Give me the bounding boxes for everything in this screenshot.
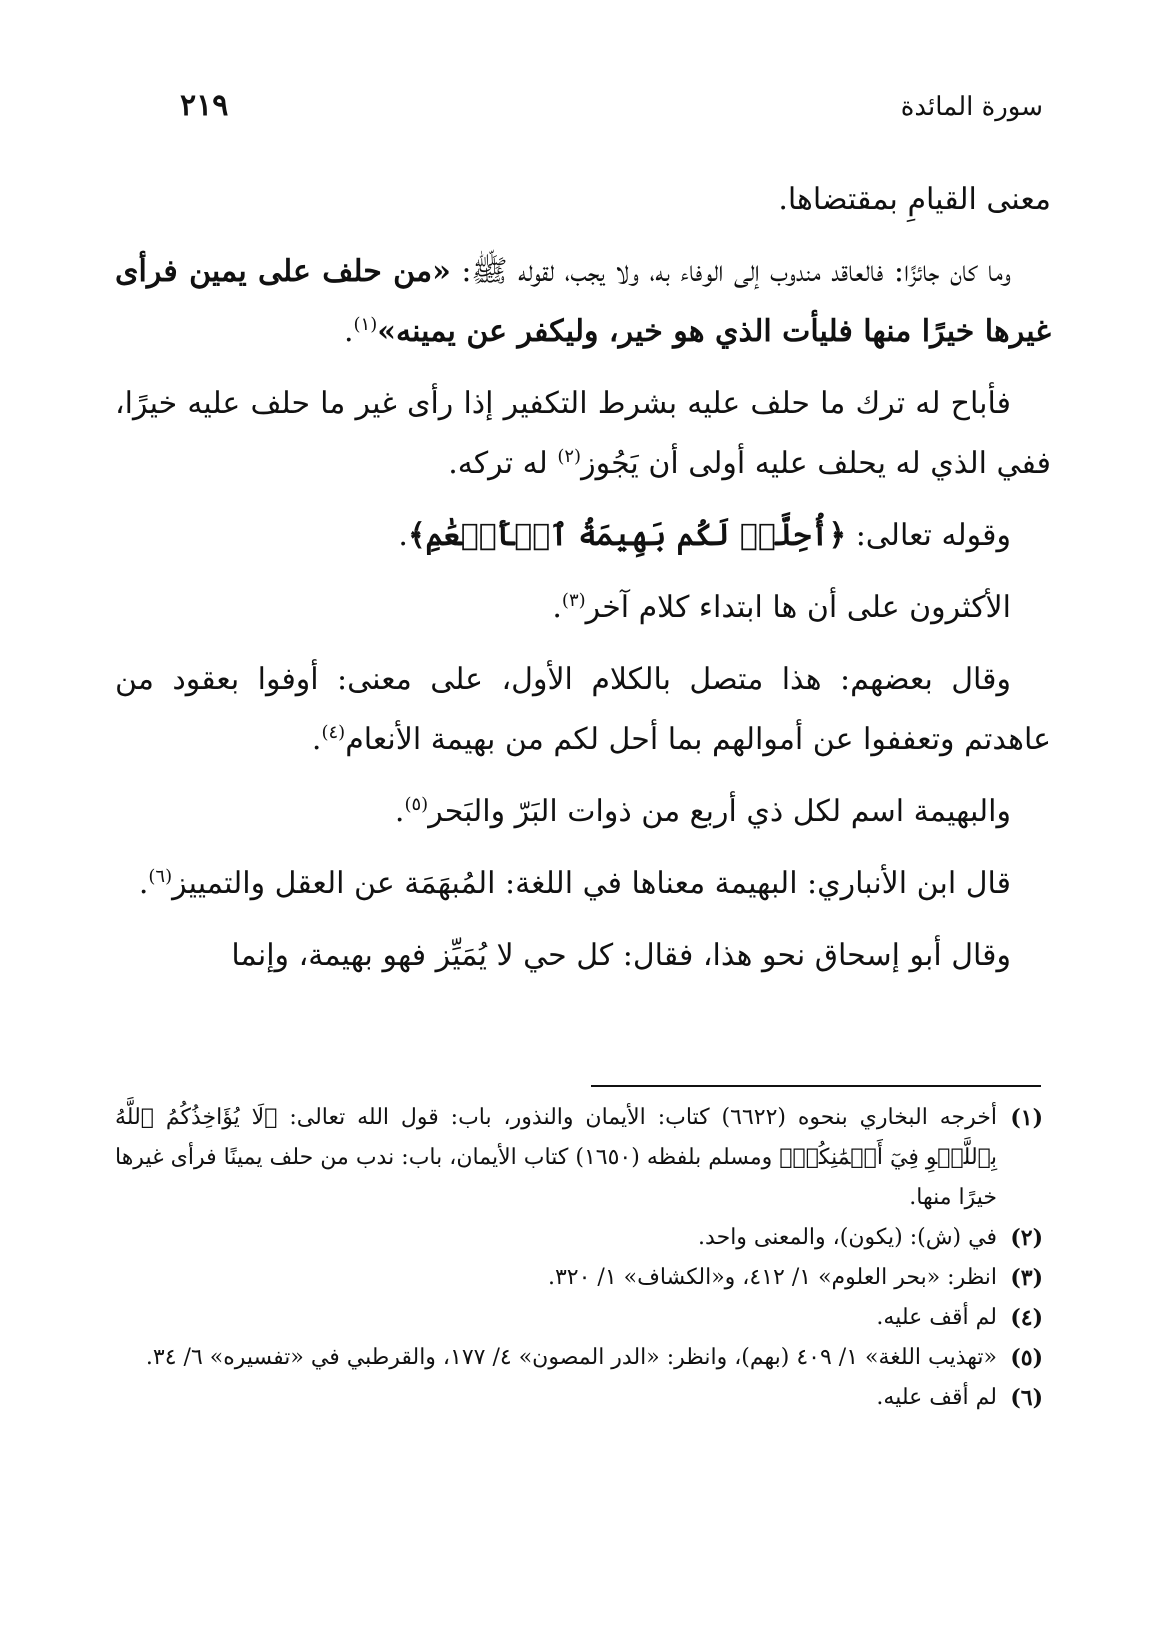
footnote <box>115 1218 1043 1258</box>
paragraph: والبهيمة اسم لكل ذي أربع من ذوات البَرّ والبَحر$^{(٥)}$. <box>394 794 1011 829</box>
footnote-number: (١) <box>1010 1105 1043 1131</box>
footnote-text: «تهذيب اللغة» ١/ ٤٠٩ (بهم)، وانظر: «الدر المصون» ٤/ ١٧٧، والقرطبي في «تفسيره» ٦/ ٣٤. <box>145 1345 997 1370</box>
footnote-ref: (٦) <box>148 866 173 887</box>
footnote-text: لم أقف عليه. <box>876 1385 997 1410</box>
footnote-number: (٥) <box>1010 1345 1043 1371</box>
hadith-quote: «من حلف على يمين فرأى غيرها خيرًا منها فليأت الذي هو خير، وليكفر عن يمينه» <box>115 254 1051 349</box>
paragraph: فأباح له ترك ما حلف عليه بشرط التكفير إذا رأى غير ما حلف عليه خيرًا، ففي الذي له يحلف عليه أولى أن يَجُوز$^{(٢)}$ له تركه. <box>115 386 1051 481</box>
page-number: ٢١٩ <box>180 88 229 123</box>
footnote-text: لم أقف عليه. <box>876 1305 997 1330</box>
footnote-number: (٦) <box>1010 1385 1043 1411</box>
footnote-ref: (١) <box>353 314 378 335</box>
footnote-text: في (ش): (يكون)، والمعنى واحد. <box>698 1225 997 1250</box>
paragraph: وما كان جائزًا: فالعاقد مندوب إلى الوفاء به، ولا يجب، لقوله ﷺ: «من حلف على يمين فرأى غيرها خيرًا منها فليأت الذي هو خير، وليكفر عن يمينه»$^{(١)}$. <box>115 254 1051 349</box>
footnote-ref: (٥) <box>404 794 429 815</box>
paragraph: وقوله تعالى: ﴿أُحِلَّتۡ لَكُم بَهِيمَةُ ٱلۡأَنۡعَٰمِ﴾. <box>398 518 1011 553</box>
page-header <box>120 88 1043 138</box>
main-text <box>115 170 1051 998</box>
paragraph: الأكثرون على أن ها ابتداء كلام آخر$^{(٣)}$. <box>552 590 1011 625</box>
footnote-ref: (٢) <box>557 446 582 467</box>
footnote-number: (٤) <box>1010 1305 1043 1331</box>
footnote-text: أخرجه البخاري بنحوه (٦٦٢٢) كتاب: الأيمان والنذور، باب: قول الله تعالى: ﴿لَا يُؤَاخِذُكُمُ ٱللَّهُ بِٱللَّغۡوِ فِيٓ أَيۡمَٰنِكُمۡ﴾ ومسلم بلفظه (١٦٥٠) كتاب الأيمان، باب: ندب من حلف يمينًا فرأى غيرها خيرًا منها. <box>115 1105 997 1210</box>
footnote-number: (٢) <box>1010 1225 1043 1251</box>
surah-title: سورة المائدة <box>900 92 1043 122</box>
footnote-ref: (٣) <box>561 590 586 611</box>
footnote <box>115 1098 1043 1218</box>
footnote <box>115 1378 1043 1418</box>
quran-verse: ﴿أُحِلَّتۡ لَكُم بَهِيمَةُ ٱلۡأَنۡعَٰمِ﴾ <box>407 518 847 553</box>
footnote-ref: (٤) <box>321 722 346 743</box>
footnote-text: انظر: «بحر العلوم» ١/ ٤١٢، و«الكشاف» ١/ ٣٢٠. <box>547 1265 997 1290</box>
footnote <box>115 1258 1043 1298</box>
paragraph: معنى القيامِ بمقتضاها. <box>778 182 1051 217</box>
paragraph: وقال بعضهم: هذا متصل بالكلام الأول، على معنى: أوفوا بعقود من عاهدتم وتعففوا عن أموالهم بما أحل لكم من بهيمة الأنعام$^{(٤)}$. <box>115 662 1051 757</box>
footnote-number: (٣) <box>1010 1265 1043 1291</box>
footnotes <box>115 1098 1043 1418</box>
paragraph: قال ابن الأنباري: البهيمة معناها في اللغة: المُبهَمَة عن العقل والتمييز$^{(٦)}$. <box>138 866 1011 901</box>
paragraph: وقال أبو إسحاق نحو هذا، فقال: كل حي لا يُمَيِّز فهو بهيمة، وإنما <box>231 938 1011 973</box>
footnote <box>115 1298 1043 1338</box>
footnote <box>115 1338 1043 1378</box>
footnote-divider <box>591 1085 1041 1087</box>
